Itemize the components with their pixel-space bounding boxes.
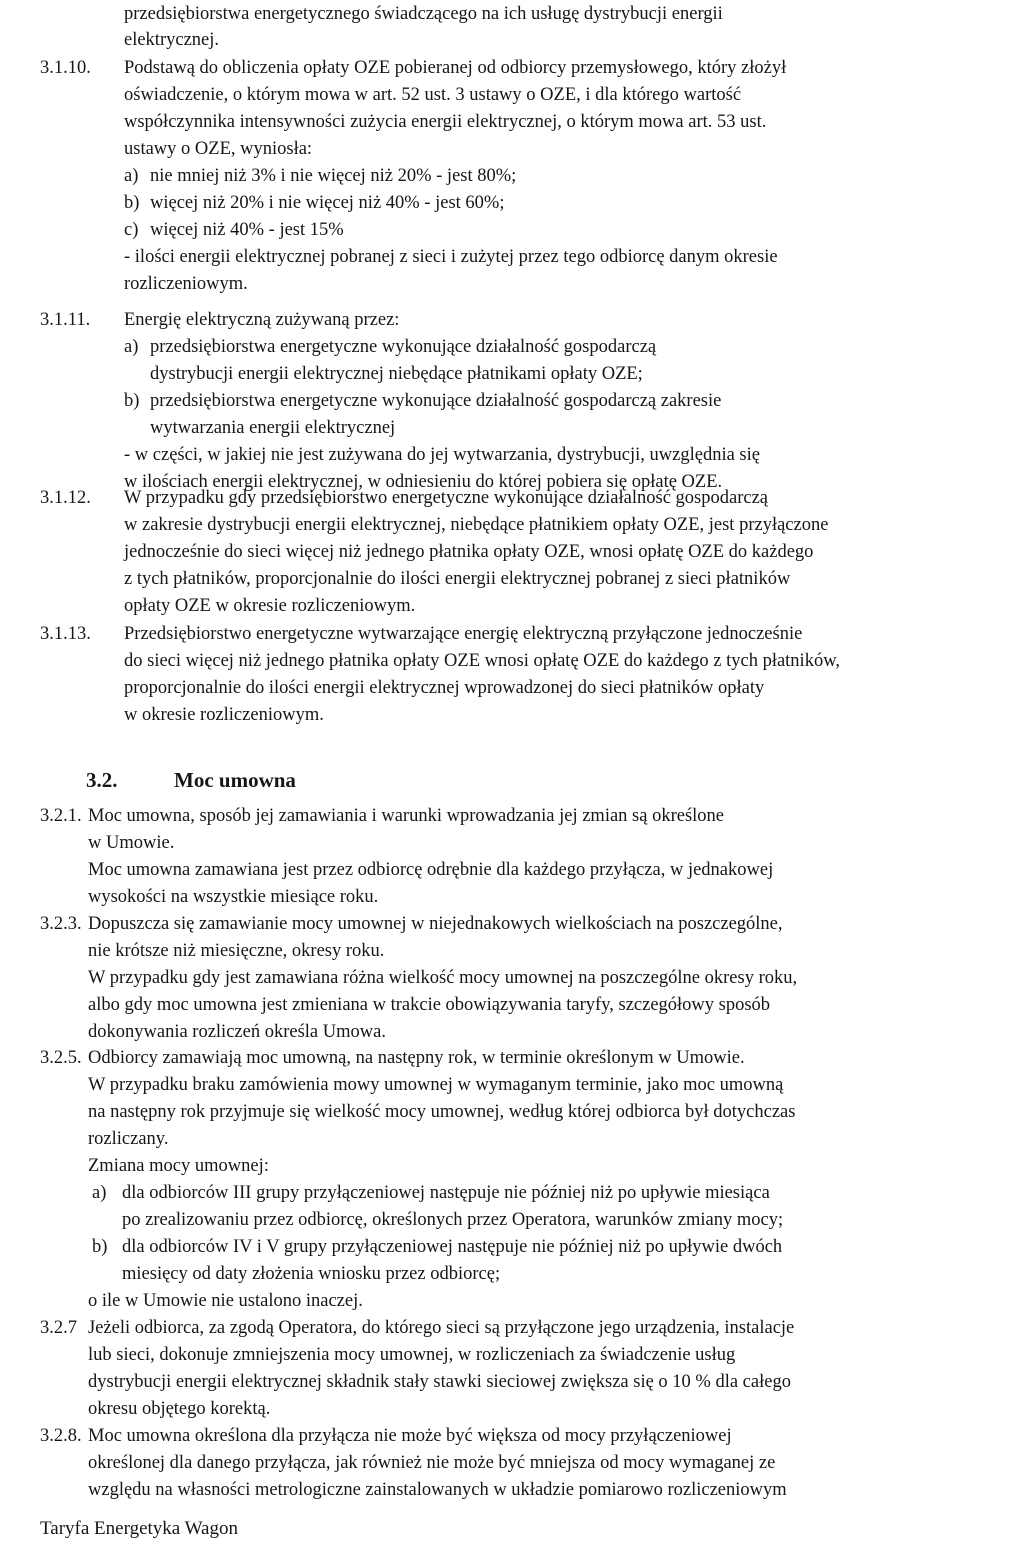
paragraph-line: ustawy o OZE, wyniosła:: [124, 139, 313, 159]
section-number: 3.1.11.: [40, 310, 91, 330]
list-item-label: b): [124, 193, 140, 213]
list-item-label: a): [124, 337, 139, 357]
paragraph-line: Dopuszcza się zamawianie mocy umownej w niejednakowych wielkościach na poszczególne,: [88, 914, 783, 934]
intro-line: przedsiębiorstwa energetycznego świadczącego na ich usługę dystrybucji energii: [124, 4, 723, 24]
list-item-label: c): [124, 220, 139, 240]
section-number: 3.2.3.: [40, 914, 82, 934]
list-item-continuation: wytwarzania energii elektrycznej: [150, 418, 396, 438]
section-number: 3.1.10.: [40, 58, 91, 78]
list-item-label: a): [124, 166, 139, 186]
paragraph-line: Moc umowna określona dla przyłącza nie może być większa od mocy przyłączeniowej: [88, 1426, 732, 1446]
paragraph-line: - w części, w jakiej nie jest zużywana do jej wytwarzania, dystrybucji, uwzględnia się: [124, 445, 760, 465]
paragraph-line: W przypadku gdy przedsiębiorstwo energetyczne wykonujące działalność gospodarczą: [124, 488, 769, 508]
paragraph-line: okresu objętego korektą.: [88, 1399, 271, 1419]
intro-line: elektrycznej.: [124, 30, 220, 50]
paragraph-line: Zmiana mocy umownej:: [88, 1156, 269, 1176]
paragraph-line: dokonywania rozliczeń określa Umowa.: [88, 1022, 386, 1042]
list-item: więcej niż 20% i nie więcej niż 40% - jest 60%;: [150, 193, 505, 213]
paragraph-line: Odbiorcy zamawiają moc umowną, na następny rok, w terminie określonym w Umowie.: [88, 1048, 745, 1068]
page-footer: Taryfa Energetyka Wagon: [40, 1518, 238, 1539]
section-number: 3.1.13.: [40, 624, 91, 644]
paragraph-line: proporcjonalnie do ilości energii elektrycznej wprowadzonej do sieci płatników opłaty: [124, 678, 765, 698]
section-number: 3.1.12.: [40, 488, 91, 508]
paragraph-line: Przedsiębiorstwo energetyczne wytwarzające energię elektryczną przyłączone jednocześnie: [124, 624, 803, 644]
paragraph-line: W przypadku gdy jest zamawiana różna wielkość mocy umownej na poszczególne okresy roku,: [88, 968, 798, 988]
paragraph-line: jednocześnie do sieci więcej niż jednego płatnika opłaty OZE, wnosi opłatę OZE do każdego: [124, 542, 814, 562]
list-item-label: b): [92, 1237, 108, 1257]
list-item-label: a): [92, 1183, 107, 1203]
paragraph-line: nie krótsze niż miesięczne, okresy roku.: [88, 941, 385, 961]
paragraph-line: współczynnika intensywności zużycia energii elektrycznej, o którym mowa art. 53 ust.: [124, 112, 767, 132]
section-heading-title: Moc umowna: [174, 768, 296, 792]
paragraph-line: albo gdy moc umowna jest zmieniana w trakcie obowiązywania taryfy, szczegółowy sposób: [88, 995, 771, 1015]
list-item-continuation: dystrybucji energii elektrycznej niebędące płatnikami opłaty OZE;: [150, 364, 643, 384]
paragraph-line: dystrybucji energii elektrycznej składnik stały stawki sieciowej zwiększa się o 10 % dla całego: [88, 1372, 791, 1392]
section-number: 3.2.7: [40, 1318, 77, 1338]
section-heading-number: 3.2.: [86, 768, 118, 792]
paragraph-line: w zakresie dystrybucji energii elektrycznej, niebędące płatnikiem opłaty OZE, jest przyłączone: [124, 515, 829, 535]
paragraph-line: do sieci więcej niż jednego płatnika opłaty OZE wnosi opłatę OZE do każdego z tych płatników,: [124, 651, 840, 671]
paragraph-line: Podstawą do obliczenia opłaty OZE pobieranej od odbiorcy przemysłowego, który złożył: [124, 58, 787, 78]
paragraph-line: Moc umowna zamawiana jest przez odbiorcę odrębnie dla każdego przyłącza, w jednakowej: [88, 860, 774, 880]
paragraph-line: rozliczany.: [88, 1129, 169, 1149]
paragraph-line: Moc umowna, sposób jej zamawiania i warunki wprowadzania jej zmian są określone: [88, 806, 725, 826]
paragraph-line: w okresie rozliczeniowym.: [124, 705, 324, 725]
list-item-continuation: miesięcy od daty złożenia wniosku przez odbiorcę;: [122, 1264, 501, 1284]
paragraph-line: rozliczeniowym.: [124, 274, 248, 294]
list-item: dla odbiorców III grupy przyłączeniowej następuje nie później niż po upływie miesiąca: [122, 1183, 770, 1203]
paragraph-line: - ilości energii elektrycznej pobranej z sieci i zużytej przez tego odbiorcę danym okresie: [124, 247, 778, 267]
section-number: 3.2.1.: [40, 806, 82, 826]
list-item-continuation: po zrealizowaniu przez odbiorcę, określonych przez Operatora, warunków zmiany mocy;: [122, 1210, 784, 1230]
paragraph-line: w Umowie.: [88, 833, 175, 853]
paragraph-line: Energię elektryczną zużywaną przez:: [124, 310, 400, 330]
paragraph-line: W przypadku braku zamówienia mowy umownej w wymaganym terminie, jako moc umowną: [88, 1075, 784, 1095]
section-number: 3.2.8.: [40, 1426, 82, 1446]
paragraph-line: wysokości na wszystkie miesiące roku.: [88, 887, 379, 907]
paragraph-line: w ilościach energii elektrycznej, w odniesieniu do której pobiera się opłatę OZE.: [124, 472, 723, 492]
section-number: 3.2.5.: [40, 1048, 82, 1068]
list-item: przedsiębiorstwa energetyczne wykonujące działalność gospodarczą: [150, 337, 657, 357]
paragraph-line: lub sieci, dokonuje zmniejszenia mocy umownej, w rozliczeniach za świadczenie usług: [88, 1345, 736, 1365]
paragraph-line: określonej dla danego przyłącza, jak również nie może być mniejsza od mocy wymaganej ze: [88, 1453, 776, 1473]
list-item: więcej niż 40% - jest 15%: [150, 220, 344, 240]
paragraph-line: o ile w Umowie nie ustalono inaczej.: [88, 1291, 363, 1311]
list-item: przedsiębiorstwa energetyczne wykonujące działalność gospodarczą zakresie: [150, 391, 722, 411]
paragraph-line: Jeżeli odbiorca, za zgodą Operatora, do którego sieci są przyłączone jego urządzenia, instalacje: [88, 1318, 795, 1338]
paragraph-line: oświadczenie, o którym mowa w art. 52 ust. 3 ustawy o OZE, i dla którego wartość: [124, 85, 742, 105]
paragraph-line: względu na własności metrologiczne zainstalowanych w układzie pomiarowo rozliczeniowym: [88, 1480, 787, 1500]
paragraph-line: na następny rok przyjmuje się wielkość mocy umownej, według której odbiorca był dotychczas: [88, 1102, 796, 1122]
list-item: dla odbiorców IV i V grupy przyłączeniowej następuje nie później niż po upływie dwóch: [122, 1237, 783, 1257]
list-item-label: b): [124, 391, 140, 411]
paragraph-line: opłaty OZE w okresie rozliczeniowym.: [124, 596, 416, 616]
paragraph-line: z tych płatników, proporcjonalnie do ilości energii elektrycznej pobranej z sieci płatników: [124, 569, 791, 589]
list-item: nie mniej niż 3% i nie więcej niż 20% - jest 80%;: [150, 166, 517, 186]
